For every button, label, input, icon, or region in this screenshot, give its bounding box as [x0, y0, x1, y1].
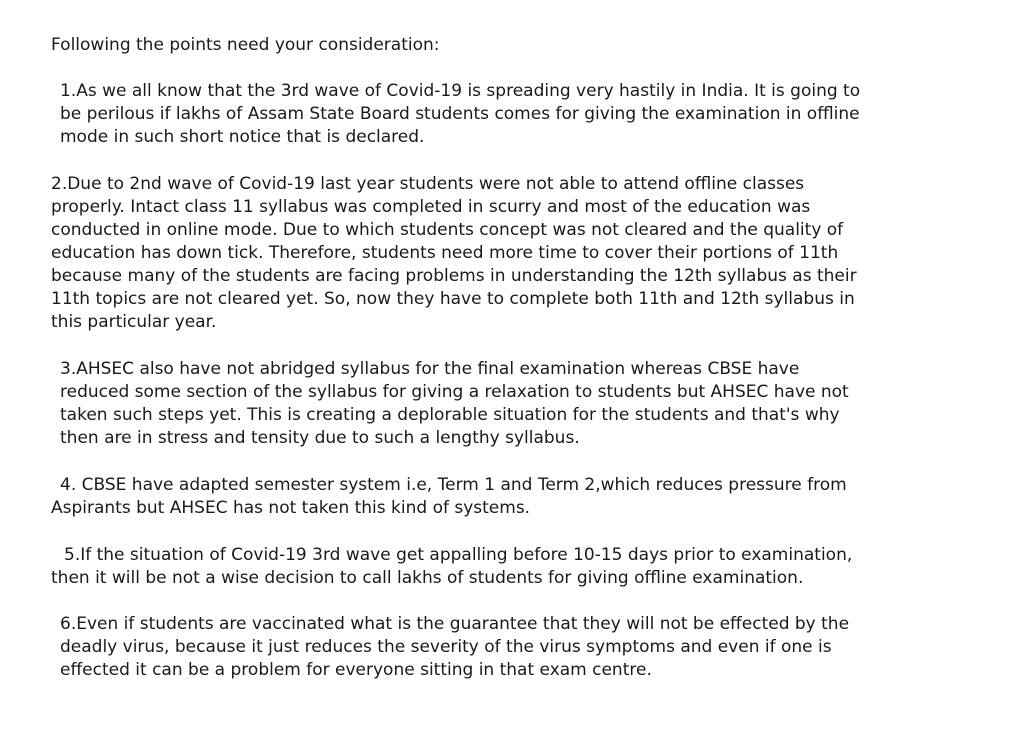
point-line: 3.AHSEC also have not abridged syllabus for the final examination whereas CBSE have — [60, 359, 800, 379]
point-3 — [60, 358, 849, 450]
point-line: conducted in online mode. Due to which students concept was not cleared and the quality of — [51, 220, 844, 240]
point-6 — [60, 613, 849, 682]
point-line: effected it can be a problem for everyone sitting in that exam centre. — [60, 660, 652, 680]
point-line: 5.If the situation of Covid-19 3rd wave get appalling before 10-15 days prior to examination, — [64, 545, 853, 565]
point-line: education has down tick. Therefore, students need more time to cover their portions of 11th — [51, 243, 839, 263]
point-line: 1.As we all know that the 3rd wave of Covid-19 is spreading very hastily in India. It is going to — [60, 81, 861, 101]
point-line: properly. Intact class 11 syllabus was completed in scurry and most of the education was — [51, 197, 811, 217]
point-line: 2.Due to 2nd wave of Covid-19 last year students were not able to attend offline classes — [51, 174, 805, 194]
point-line: mode in such short notice that is declared. — [60, 127, 425, 147]
point-line: 11th topics are not cleared yet. So, now they have to complete both 11th and 12th syllabus in — [51, 289, 855, 309]
point-line: this particular year. — [51, 312, 217, 332]
point-line: 6.Even if students are vaccinated what is the guarantee that they will not be effected by the — [60, 614, 850, 634]
point-line: then are in stress and tensity due to such a lengthy syllabus. — [60, 428, 580, 448]
point-line: Aspirants but AHSEC has not taken this kind of systems. — [51, 498, 531, 518]
point-line: reduced some section of the syllabus for giving a relaxation to students but AHSEC have not — [60, 382, 849, 402]
point-line: be perilous if lakhs of Assam State Board students comes for giving the examination in offline — [60, 104, 860, 124]
point-1 — [60, 80, 860, 149]
point-2 — [51, 173, 857, 334]
point-line: then it will be not a wise decision to call lakhs of students for giving offline examination. — [51, 568, 804, 588]
point-4 — [51, 474, 847, 520]
intro-text: Following the points need your consideration: — [51, 35, 440, 55]
point-line: taken such steps yet. This is creating a deplorable situation for the students and that's why — [60, 405, 840, 425]
point-line: 4. CBSE have adapted semester system i.e, Term 1 and Term 2,which reduces pressure from — [60, 475, 847, 495]
point-5 — [51, 544, 852, 590]
point-line: deadly virus, because it just reduces the severity of the virus symptoms and even if one is — [60, 637, 832, 657]
point-line: because many of the students are facing problems in understanding the 12th syllabus as their — [51, 266, 857, 286]
